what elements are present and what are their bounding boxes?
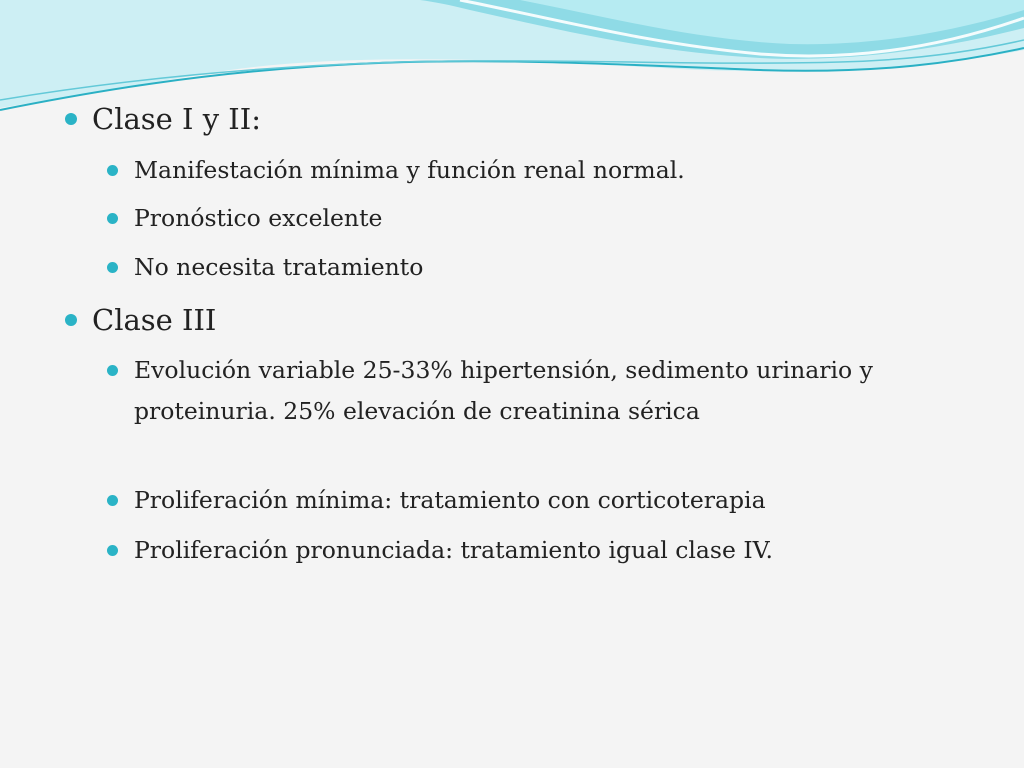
bullet-icon (65, 113, 77, 125)
list-item: Manifestación mínima y función renal normal. (134, 156, 685, 184)
bullet-icon (107, 262, 118, 273)
bullet-icon (107, 545, 118, 556)
list-item: Proliferación mínima: tratamiento con corticoterapia (134, 486, 766, 514)
section-heading: Clase I y II: (92, 102, 261, 136)
list-item: Pronóstico excelente (134, 204, 383, 232)
section-heading: Clase III (92, 303, 217, 337)
bullet-icon (107, 365, 118, 376)
list-item: No necesita tratamiento (134, 253, 424, 281)
list-item: Evolución variable 25-33% hipertensión, sedimento urinario y proteinuria. 25% elevación de creatinina sérica (134, 356, 873, 425)
bullet-icon (65, 314, 77, 326)
bullet-icon (107, 495, 118, 506)
bullet-icon (107, 165, 118, 176)
list-item: Proliferación pronunciada: tratamiento igual clase IV. (134, 536, 773, 564)
bullet-icon (107, 213, 118, 224)
